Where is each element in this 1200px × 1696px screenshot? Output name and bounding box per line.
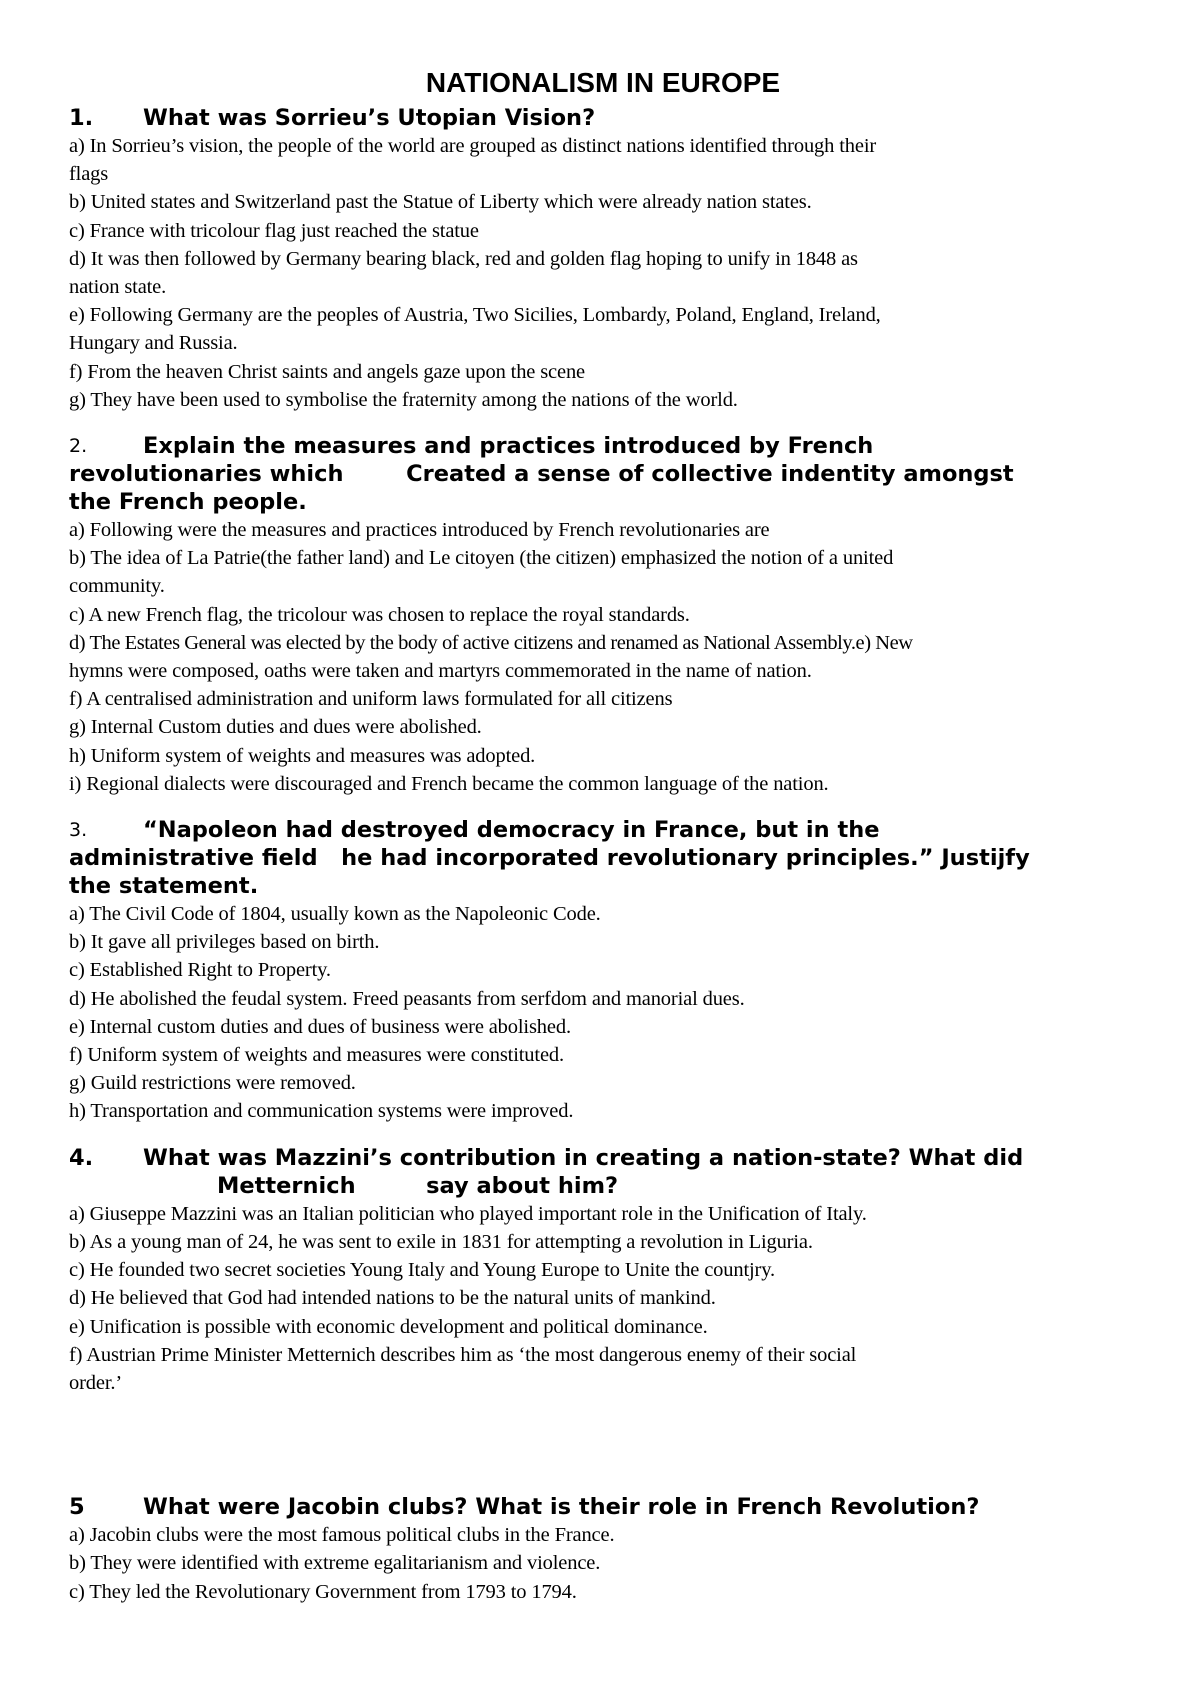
question-text: What were Jacobin clubs? What is their role in French Revolution? — [143, 1494, 980, 1521]
answer-list — [69, 900, 1149, 1126]
answer-line: e) Unification is possible with economic development and political dominance. — [69, 1315, 708, 1338]
answer-line: h) Uniform system of weights and measures was adopted. — [69, 744, 536, 767]
answer-line: d) It was then followed by Germany bearing black, red and golden flag hoping to unify in 1848 as — [69, 247, 858, 270]
question-number: 4. — [69, 1144, 94, 1171]
answer-line: h) Transportation and communication systems were improved. — [69, 1100, 574, 1123]
answer-line: d) He abolished the feudal system. Freed peasants from serfdom and manorial dues. — [69, 987, 745, 1010]
answer-line: f) Uniform system of weights and measures were constituted. — [69, 1044, 564, 1067]
question-heading — [69, 1493, 1149, 1521]
answer-line: c) A new French flag, the tricolour was chosen to replace the royal standards. — [69, 603, 690, 626]
answer-list — [69, 1521, 1149, 1606]
answer-line: c) They led the Revolutionary Government from 1793 to 1794. — [69, 1580, 577, 1603]
page-title: NATIONALISM IN EUROPE — [425, 67, 781, 98]
question-text-continued: revolutionaries which Created a sense of collective indentity amongst — [69, 461, 1014, 488]
answer-line: b) They were identified with extreme egalitarianism and violence. — [69, 1552, 601, 1575]
answer-line: e) Internal custom duties and dues of business were abolished. — [69, 1015, 571, 1038]
answer-line: order.’ — [69, 1371, 123, 1394]
answer-line: c) Established Right to Property. — [69, 959, 331, 982]
answer-line: b) It gave all privileges based on birth. — [69, 931, 380, 954]
question-text: “Napoleon had destroyed democracy in France, but in the — [143, 817, 880, 844]
question-section-2 — [69, 432, 1149, 798]
question-heading — [69, 104, 1149, 132]
answer-line: g) They have been used to symbolise the fraternity among the nations of the world. — [69, 388, 738, 411]
question-number: 2. — [69, 435, 88, 458]
answer-line: d) He believed that God had intended nations to be the natural units of mankind. — [69, 1287, 716, 1310]
question-section-5 — [69, 1493, 1149, 1606]
question-heading — [69, 1144, 1149, 1200]
question-section-4 — [69, 1144, 1149, 1397]
answer-line: e) Following Germany are the peoples of Austria, Two Sicilies, Lombardy, Poland, England, Ireland, — [69, 304, 881, 327]
answer-line: a) Giuseppe Mazzini was an Italian politician who played important role in the Unification of Italy. — [69, 1202, 867, 1225]
question-heading — [69, 816, 1149, 900]
question-section-1 — [69, 104, 1149, 414]
question-section-3 — [69, 816, 1149, 1126]
answer-line: hymns were composed, oaths were taken and martyrs commemorated in the name of nation. — [69, 660, 812, 683]
question-text-continued: Metternich say about him? — [217, 1172, 619, 1199]
answer-line: g) Guild restrictions were removed. — [69, 1072, 356, 1095]
question-heading — [69, 432, 1149, 516]
answer-line: a) Following were the measures and practices introduced by French revolutionaries are — [69, 519, 770, 542]
answer-line: c) France with tricolour flag just reached the statue — [69, 219, 479, 242]
answer-line: c) He founded two secret societies Young Italy and Young Europe to Unite the countjry. — [69, 1259, 775, 1282]
question-text-continued: administrative field he had incorporated revolutionary principles.” Justijfy — [69, 845, 1030, 872]
answer-line: f) From the heaven Christ saints and angels gaze upon the scene — [69, 360, 585, 383]
blank-spacer — [69, 1415, 1149, 1493]
answer-line: nation state. — [69, 276, 167, 299]
question-text-continued: the statement. — [69, 873, 259, 900]
answer-line: i) Regional dialects were discouraged and French became the common language of the nation. — [69, 772, 829, 795]
question-text: What was Mazzini’s contribution in creating a nation-state? What did — [143, 1144, 1024, 1171]
answer-line: community. — [69, 575, 165, 598]
answer-line: g) Internal Custom duties and dues were abolished. — [69, 716, 482, 739]
question-text-continued: the French people. — [69, 489, 307, 516]
answer-line: b) The idea of La Patrie(the father land) and Le citoyen (the citizen) emphasized the notion of a united — [69, 547, 894, 570]
document-page — [69, 66, 1149, 1624]
answer-line: flags — [69, 163, 109, 186]
answer-line: f) A centralised administration and uniform laws formulated for all citizens — [69, 688, 673, 711]
answer-list — [69, 516, 1149, 798]
question-text: Explain the measures and practices introduced by French — [143, 433, 874, 460]
question-number: 3. — [69, 819, 88, 842]
answer-list — [69, 132, 1149, 414]
answer-line: f) Austrian Prime Minister Metternich describes him as ‘the most dangerous enemy of their social — [69, 1343, 857, 1366]
answer-line: d) The Estates General was elected by the body of active citizens and renamed as National Assembly.e) New — [69, 631, 913, 654]
answer-line: a) In Sorrieu’s vision, the people of the world are grouped as distinct nations identified through their — [69, 135, 877, 157]
answer-line: b) United states and Switzerland past the Statue of Liberty which were already nation states. — [69, 191, 812, 214]
question-number: 1. — [69, 105, 94, 131]
question-number: 5 — [69, 1494, 85, 1521]
answer-line: a) The Civil Code of 1804, usually kown as the Napoleonic Code. — [69, 903, 601, 926]
answer-line: b) As a young man of 24, he was sent to exile in 1831 for attempting a revolution in Liguria. — [69, 1230, 813, 1253]
answer-list — [69, 1200, 1149, 1397]
answer-line: a) Jacobin clubs were the most famous political clubs in the France. — [69, 1524, 615, 1547]
question-text: What was Sorrieu’s Utopian Vision? — [143, 105, 596, 131]
answer-line: Hungary and Russia. — [69, 332, 238, 355]
